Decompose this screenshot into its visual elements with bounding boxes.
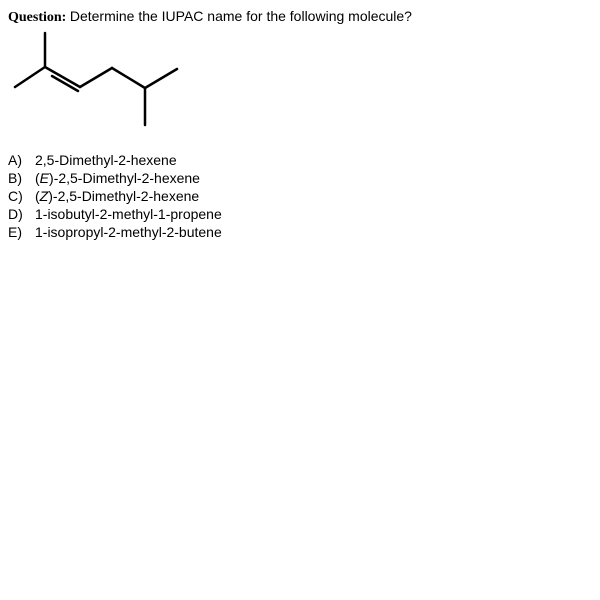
option-name: -2,5-Dimethyl-2-hexene (52, 188, 200, 204)
option-name: 2,5-Dimethyl-2-hexene (35, 152, 177, 168)
option-b: B) (E)-2,5-Dimethyl-2-hexene (8, 170, 200, 186)
bond-c3-c4 (80, 68, 112, 87)
option-d (8, 205, 222, 223)
bond-c4-c5 (112, 68, 145, 88)
answer-options (8, 151, 222, 241)
option-name: -2,5-Dimethyl-2-hexene (53, 170, 200, 186)
option-letter: E) (8, 224, 22, 240)
option-letter: B) (8, 170, 22, 186)
option-a (8, 151, 222, 169)
bond-c2-c3-double (45, 67, 80, 87)
bond-c5-c6 (145, 69, 177, 88)
option-e (8, 223, 222, 241)
question-label: Question: (8, 10, 67, 25)
option-stereo-descriptor: E (39, 170, 50, 186)
option-letter: A) (8, 152, 22, 168)
option-name: 1-isopropyl-2-methyl-2-butene (35, 224, 222, 240)
option-letter: C) (8, 188, 23, 204)
question-text: Determine the IUPAC name for the following molecule? (69, 8, 412, 24)
option-c: C) (Z)-2,5-Dimethyl-2-hexene (8, 188, 200, 204)
molecule-skeletal-structure (0, 0, 600, 140)
option-letter: D) (8, 206, 23, 222)
option-name: 1-isobutyl-2-methyl-1-propene (35, 206, 222, 222)
option-stereo-descriptor: Z (39, 188, 49, 204)
bond-c1-c2 (15, 67, 45, 87)
